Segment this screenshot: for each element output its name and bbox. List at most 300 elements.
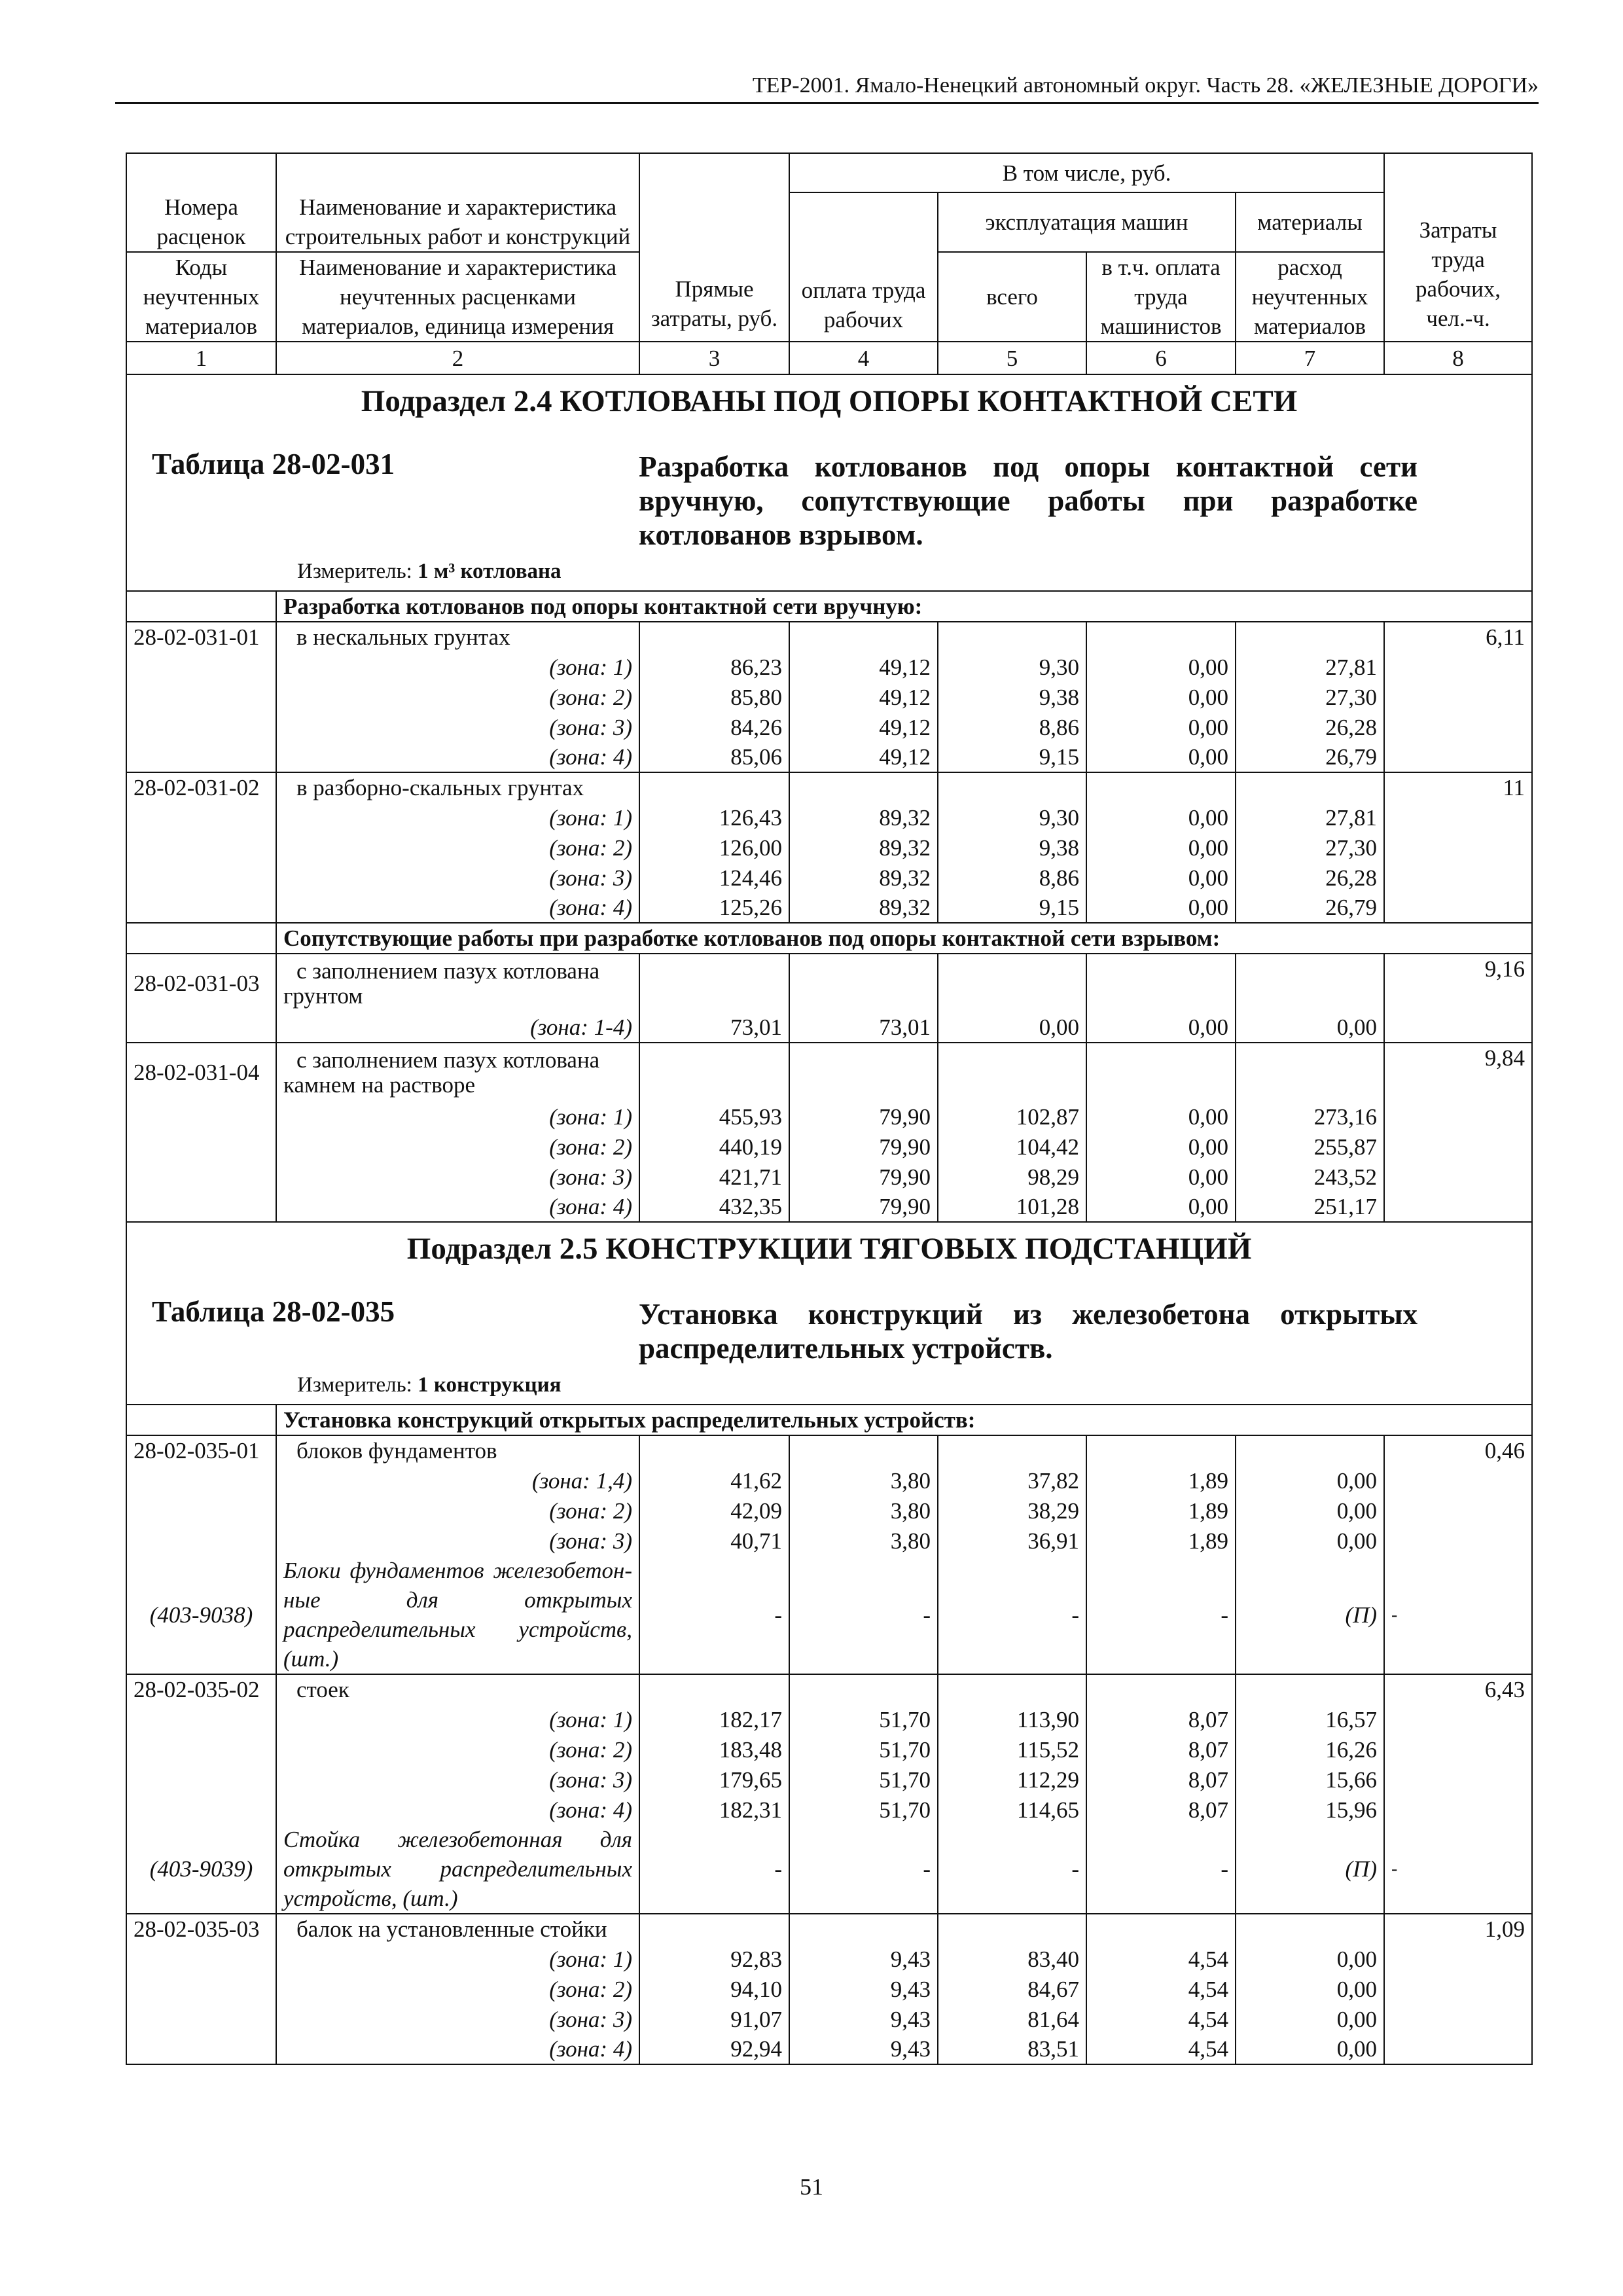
table-code: Таблица 28-02-035	[152, 1295, 395, 1328]
materials-cost: 26,79	[1236, 893, 1384, 923]
empty-cell	[1236, 1043, 1384, 1102]
subsection-2-4	[126, 374, 1532, 591]
code-spacer	[126, 1496, 276, 1526]
operator-pay: 0,00	[1086, 893, 1236, 923]
materials-cost: 15,96	[1236, 1795, 1384, 1825]
machine-cost: 9,15	[938, 742, 1086, 772]
code-spacer	[126, 742, 276, 772]
operator-pay: 1,89	[1086, 1526, 1236, 1556]
meter-value: 1 конструкция	[418, 1373, 562, 1397]
col1-header-bottom: Коды неучтенных материалов	[126, 252, 276, 342]
machine-cost: 9,15	[938, 893, 1086, 923]
machines-header: эксплуатация машин	[938, 192, 1236, 252]
labor-spacer	[1384, 1162, 1532, 1192]
empty-cell	[639, 954, 789, 1013]
worker-pay: 51,70	[789, 1704, 938, 1734]
machine-cost: 115,52	[938, 1734, 1086, 1765]
worker-pay: 89,32	[789, 893, 938, 923]
empty-cell	[639, 1674, 789, 1704]
operator-pay: 0,00	[1086, 1013, 1236, 1043]
col3-header: Прямые затраты, руб.	[639, 153, 789, 342]
labor-spacer	[1384, 712, 1532, 742]
labor-cost: 6,11	[1384, 622, 1532, 652]
code-spacer	[126, 893, 276, 923]
machine-cost: 9,38	[938, 833, 1086, 863]
table-row	[126, 1496, 1532, 1526]
machine-cost: 101,28	[938, 1192, 1086, 1222]
labor-spacer	[1384, 652, 1532, 682]
materials-cost: 16,57	[1236, 1704, 1384, 1734]
empty-cell	[789, 772, 938, 802]
zone-label: (зона: 4)	[276, 1192, 639, 1222]
labor-spacer	[1384, 2034, 1532, 2064]
header-title: ТЕР-2001. Ямало-Ненецкий автономный округ. Часть 28. «ЖЕЛЕЗНЫЕ ДОРОГИ»	[752, 73, 1539, 98]
table-row	[126, 1132, 1532, 1162]
labor-spacer	[1384, 1496, 1532, 1526]
materials-cost: 0,00	[1236, 1944, 1384, 1974]
operator-pay: 0,00	[1086, 1192, 1236, 1222]
worker-pay: 49,12	[789, 652, 938, 682]
machine-cost: 9,38	[938, 682, 1086, 712]
zone-label: (зона: 4)	[276, 742, 639, 772]
operator-pay: 0,00	[1086, 833, 1236, 863]
code-spacer	[126, 1734, 276, 1765]
code-spacer	[126, 1465, 276, 1496]
code-spacer	[126, 802, 276, 833]
empty-cell	[1086, 954, 1236, 1013]
rate-name: балок на установленные стойки	[276, 1914, 639, 1944]
zone-label: (зона: 1-4)	[276, 1013, 639, 1043]
materials-cost: 27,81	[1236, 802, 1384, 833]
empty-cell	[938, 772, 1086, 802]
dash: -	[1384, 1825, 1532, 1914]
rate-name: в нескальных грунтах	[276, 622, 639, 652]
empty-cell	[1086, 1914, 1236, 1944]
table-row	[126, 923, 1532, 954]
code-spacer	[126, 2034, 276, 2064]
page-number: 51	[800, 2174, 823, 2200]
materials-cost: 255,87	[1236, 1132, 1384, 1162]
empty-cell	[938, 1435, 1086, 1465]
table-row	[126, 2034, 1532, 2064]
materials-cost: 27,30	[1236, 682, 1384, 712]
zone-label: (зона: 3)	[276, 1526, 639, 1556]
worker-pay: 51,70	[789, 1734, 938, 1765]
col-number: 5	[938, 342, 1086, 374]
col-number: 1	[126, 342, 276, 374]
zone-label: (зона: 1)	[276, 1102, 639, 1132]
zone-label: (зона: 2)	[276, 682, 639, 712]
worker-pay: 9,43	[789, 2004, 938, 2034]
group-heading: Установка конструкций открытых распределительных устройств:	[276, 1405, 1532, 1435]
machine-cost: 112,29	[938, 1765, 1086, 1795]
labor-spacer	[1384, 1013, 1532, 1043]
code-spacer	[126, 1944, 276, 1974]
table-description: Установка конструкций из железобетона открытых распределительных устройств.	[639, 1298, 1418, 1365]
materials-cost: 15,66	[1236, 1765, 1384, 1795]
operator-pay: 0,00	[1086, 802, 1236, 833]
zone-label: (зона: 3)	[276, 712, 639, 742]
direct-cost: 182,17	[639, 1704, 789, 1734]
meter-value: 1 м³ котлована	[418, 560, 562, 583]
dash: -	[1384, 1556, 1532, 1674]
col5-header: всего	[938, 252, 1086, 342]
labor-spacer	[1384, 1526, 1532, 1556]
direct-cost: 92,83	[639, 1944, 789, 1974]
empty-cell	[1086, 1043, 1236, 1102]
meter-label: Измеритель:	[297, 560, 418, 583]
operator-pay: 0,00	[1086, 1102, 1236, 1132]
empty-cell	[1236, 1674, 1384, 1704]
material-qty: (П)	[1236, 1825, 1384, 1914]
table-row	[126, 1526, 1532, 1556]
operator-pay: 4,54	[1086, 2004, 1236, 2034]
table-row	[126, 1435, 1532, 1465]
col2-header-top: Наименование и характеристика строительных работ и конструкций	[276, 192, 639, 252]
table-row	[126, 833, 1532, 863]
included-header: В том числе, руб.	[789, 153, 1384, 192]
materials-cost: 0,00	[1236, 1526, 1384, 1556]
table-row	[126, 1944, 1532, 1974]
direct-cost: 126,00	[639, 833, 789, 863]
dash: -	[1086, 1556, 1236, 1674]
operator-pay: 0,00	[1086, 712, 1236, 742]
zone-label: (зона: 1)	[276, 1704, 639, 1734]
direct-cost: 183,48	[639, 1734, 789, 1765]
col-number: 7	[1236, 342, 1384, 374]
code-spacer	[126, 1405, 276, 1435]
machine-cost: 9,30	[938, 652, 1086, 682]
subsection-title: Подраздел 2.5 КОНСТРУКЦИИ ТЯГОВЫХ ПОДСТАНЦИЙ	[406, 1232, 1252, 1266]
code-spacer	[126, 1704, 276, 1734]
operator-pay: 0,00	[1086, 1132, 1236, 1162]
labor-spacer	[1384, 2004, 1532, 2034]
worker-pay: 89,32	[789, 833, 938, 863]
table-row	[126, 1795, 1532, 1825]
dash: -	[938, 1825, 1086, 1914]
machine-cost: 81,64	[938, 2004, 1086, 2034]
table-row	[126, 954, 1532, 1013]
material-code: (403-9039)	[126, 1825, 276, 1914]
empty-cell	[938, 954, 1086, 1013]
machine-cost: 8,86	[938, 863, 1086, 893]
col-number: 3	[639, 342, 789, 374]
machine-cost: 36,91	[938, 1526, 1086, 1556]
table-row	[126, 712, 1532, 742]
zone-label: (зона: 3)	[276, 2004, 639, 2034]
empty-cell	[1086, 1674, 1236, 1704]
code-spacer	[126, 1526, 276, 1556]
materials-cost: 0,00	[1236, 1974, 1384, 2004]
zone-label: (зона: 2)	[276, 833, 639, 863]
dash: -	[639, 1825, 789, 1914]
materials-cost: 26,28	[1236, 712, 1384, 742]
table-row	[126, 622, 1532, 652]
code-spacer	[126, 652, 276, 682]
direct-cost: 126,43	[639, 802, 789, 833]
direct-cost: 182,31	[639, 1795, 789, 1825]
col-number: 8	[1384, 342, 1532, 374]
worker-pay: 9,43	[789, 2034, 938, 2064]
empty-cell	[789, 1043, 938, 1102]
worker-pay: 79,90	[789, 1132, 938, 1162]
code-spacer	[126, 1795, 276, 1825]
direct-cost: 40,71	[639, 1526, 789, 1556]
materials-cost: 0,00	[1236, 2004, 1384, 2034]
rate-name: стоек	[276, 1674, 639, 1704]
materials-cost: 27,81	[1236, 652, 1384, 682]
code-spacer	[126, 1765, 276, 1795]
zone-label: (зона: 2)	[276, 1132, 639, 1162]
direct-cost: 125,26	[639, 893, 789, 923]
table-row	[126, 1825, 1532, 1914]
worker-pay: 3,80	[789, 1496, 938, 1526]
worker-pay: 3,80	[789, 1465, 938, 1496]
rate-code: 28-02-035-03	[126, 1914, 276, 1944]
direct-cost: 432,35	[639, 1192, 789, 1222]
table-row	[126, 1556, 1532, 1674]
measurement-unit	[134, 1371, 1525, 1404]
table-row	[126, 1465, 1532, 1496]
worker-pay: 9,43	[789, 1974, 938, 2004]
rate-name: с заполнением пазух котлована грунтом	[276, 954, 639, 1013]
operator-pay: 0,00	[1086, 863, 1236, 893]
direct-cost: 92,94	[639, 2034, 789, 2064]
operator-pay: 0,00	[1086, 742, 1236, 772]
zone-label: (зона: 4)	[276, 1795, 639, 1825]
zone-label: (зона: 1)	[276, 652, 639, 682]
worker-pay: 49,12	[789, 682, 938, 712]
zone-label: (зона: 2)	[276, 1974, 639, 2004]
rates-table	[126, 152, 1533, 2065]
labor-cost: 6,43	[1384, 1674, 1532, 1704]
labor-cost: 1,09	[1384, 1914, 1532, 1944]
zone-label: (зона: 1,4)	[276, 1465, 639, 1496]
table-row	[126, 1043, 1532, 1102]
page-header	[115, 71, 1539, 104]
operator-pay: 4,54	[1086, 2034, 1236, 2064]
materials-header: материалы	[1236, 192, 1384, 252]
operator-pay: 8,07	[1086, 1795, 1236, 1825]
empty-cell	[639, 772, 789, 802]
labor-cost: 0,46	[1384, 1435, 1532, 1465]
labor-spacer	[1384, 1704, 1532, 1734]
worker-pay: 3,80	[789, 1526, 938, 1556]
worker-pay: 79,90	[789, 1162, 938, 1192]
materials-cost: 26,79	[1236, 742, 1384, 772]
materials-cost: 243,52	[1236, 1162, 1384, 1192]
empty-cell	[789, 954, 938, 1013]
table-row	[126, 1102, 1532, 1132]
code-spacer	[126, 863, 276, 893]
code-spacer	[126, 1102, 276, 1132]
empty-cell	[639, 1043, 789, 1102]
labor-spacer	[1384, 1465, 1532, 1496]
empty-cell	[1236, 1914, 1384, 1944]
operator-pay: 8,07	[1086, 1704, 1236, 1734]
empty-cell	[789, 1914, 938, 1944]
worker-pay: 51,70	[789, 1765, 938, 1795]
labor-spacer	[1384, 1974, 1532, 2004]
machine-cost: 102,87	[938, 1102, 1086, 1132]
machine-cost: 84,67	[938, 1974, 1086, 2004]
zone-label: (зона: 3)	[276, 863, 639, 893]
empty-cell	[1236, 954, 1384, 1013]
rate-code: 28-02-031-04	[126, 1043, 276, 1102]
machine-cost: 38,29	[938, 1496, 1086, 1526]
table-row	[126, 1974, 1532, 2004]
code-spacer	[126, 712, 276, 742]
machine-cost: 37,82	[938, 1465, 1086, 1496]
empty-cell	[938, 1914, 1086, 1944]
col2-header-bottom: Наименование и характеристика неучтенных расценками материалов, единица измерения	[276, 252, 639, 342]
machine-cost: 9,30	[938, 802, 1086, 833]
empty-cell	[1236, 1435, 1384, 1465]
labor-cost: 9,84	[1384, 1043, 1532, 1102]
col7-header: расход неучтенных материалов	[1236, 252, 1384, 342]
zone-label: (зона: 4)	[276, 2034, 639, 2064]
empty-cell	[938, 622, 1086, 652]
materials-cost: 27,30	[1236, 833, 1384, 863]
materials-cost: 16,26	[1236, 1734, 1384, 1765]
code-spacer	[126, 682, 276, 712]
subsection-title: Подраздел 2.4 КОТЛОВАНЫ ПОД ОПОРЫ КОНТАКТНОЙ СЕТИ	[361, 384, 1298, 418]
rate-name: в разборно-скальных грунтах	[276, 772, 639, 802]
zone-label: (зона: 3)	[276, 1162, 639, 1192]
material-qty: (П)	[1236, 1556, 1384, 1674]
table-row	[126, 2004, 1532, 2034]
rate-name: с заполнением пазух котлована камнем на растворе	[276, 1043, 639, 1102]
rate-code: 28-02-031-02	[126, 772, 276, 802]
col6-header: в т.ч. оплата труда машинистов	[1086, 252, 1236, 342]
worker-pay: 89,32	[789, 802, 938, 833]
table-row	[126, 772, 1532, 802]
empty-cell	[1086, 1435, 1236, 1465]
zone-label: (зона: 2)	[276, 1734, 639, 1765]
labor-spacer	[1384, 1765, 1532, 1795]
labor-spacer	[1384, 682, 1532, 712]
rate-code: 28-02-035-02	[126, 1674, 276, 1704]
table-row	[126, 682, 1532, 712]
direct-cost: 421,71	[639, 1162, 789, 1192]
labor-spacer	[1384, 863, 1532, 893]
table-row	[126, 1405, 1532, 1435]
operator-pay: 4,54	[1086, 1974, 1236, 2004]
col4-header: оплата труда рабочих	[789, 192, 938, 342]
material-code: (403-9038)	[126, 1556, 276, 1674]
table-row	[126, 1222, 1532, 1405]
table-code: Таблица 28-02-031	[152, 448, 395, 480]
direct-cost: 73,01	[639, 1013, 789, 1043]
zone-label: (зона: 1)	[276, 1944, 639, 1974]
code-spacer	[126, 1974, 276, 2004]
labor-spacer	[1384, 893, 1532, 923]
machine-cost: 104,42	[938, 1132, 1086, 1162]
table-description: Разработка котлованов под опоры контактной сети вручную, сопутствующие работы при разработке котлованов взрывом.	[639, 450, 1418, 551]
col8-header: Затраты труда рабочих, чел.-ч.	[1384, 153, 1532, 342]
direct-cost: 42,09	[639, 1496, 789, 1526]
materials-cost: 251,17	[1236, 1192, 1384, 1222]
materials-cost: 0,00	[1236, 1013, 1384, 1043]
table-row	[126, 1674, 1532, 1704]
direct-cost: 179,65	[639, 1765, 789, 1795]
operator-pay: 4,54	[1086, 1944, 1236, 1974]
direct-cost: 85,80	[639, 682, 789, 712]
materials-cost: 0,00	[1236, 1496, 1384, 1526]
table-row	[126, 863, 1532, 893]
empty-cell	[1086, 622, 1236, 652]
table-row	[126, 1162, 1532, 1192]
material-name: Блоки фундаментов железобетонные для открытых распределительных устройств, (шт.)	[276, 1556, 639, 1674]
table-row	[126, 893, 1532, 923]
direct-cost: 84,26	[639, 712, 789, 742]
table-row	[126, 1013, 1532, 1043]
measurement-unit	[134, 557, 1525, 590]
labor-cost: 9,16	[1384, 954, 1532, 1013]
group-heading: Разработка котлованов под опоры контактной сети вручную:	[276, 591, 1532, 622]
zone-label: (зона: 4)	[276, 893, 639, 923]
rate-code: 28-02-035-01	[126, 1435, 276, 1465]
col-number: 2	[276, 342, 639, 374]
worker-pay: 79,90	[789, 1192, 938, 1222]
direct-cost: 91,07	[639, 2004, 789, 2034]
labor-spacer	[1384, 1102, 1532, 1132]
col-number: 6	[1086, 342, 1236, 374]
code-spacer	[126, 2004, 276, 2034]
machine-cost: 8,86	[938, 712, 1086, 742]
col-number: 4	[789, 342, 938, 374]
direct-cost: 85,06	[639, 742, 789, 772]
operator-pay: 1,89	[1086, 1465, 1236, 1496]
dash: -	[938, 1556, 1086, 1674]
table-row	[126, 742, 1532, 772]
operator-pay: 0,00	[1086, 682, 1236, 712]
code-spacer	[126, 1192, 276, 1222]
materials-cost: 0,00	[1236, 2034, 1384, 2064]
empty-cell	[639, 1914, 789, 1944]
table-row	[126, 1192, 1532, 1222]
worker-pay: 89,32	[789, 863, 938, 893]
zone-label: (зона: 1)	[276, 802, 639, 833]
machine-cost: 83,40	[938, 1944, 1086, 1974]
labor-spacer	[1384, 833, 1532, 863]
subsection-2-5	[126, 1222, 1532, 1405]
worker-pay: 49,12	[789, 712, 938, 742]
table-row	[126, 1914, 1532, 1944]
machine-cost: 83,51	[938, 2034, 1086, 2064]
materials-cost: 26,28	[1236, 863, 1384, 893]
operator-pay: 0,00	[1086, 1162, 1236, 1192]
col2-header-spacer	[276, 153, 639, 192]
empty-cell	[1236, 772, 1384, 802]
materials-cost: 0,00	[1236, 1465, 1384, 1496]
empty-cell	[1236, 622, 1384, 652]
labor-spacer	[1384, 1795, 1532, 1825]
col1-header-top: Номера расценок	[126, 192, 276, 252]
worker-pay: 73,01	[789, 1013, 938, 1043]
zone-label: (зона: 2)	[276, 1496, 639, 1526]
operator-pay: 0,00	[1086, 652, 1236, 682]
dash: -	[789, 1556, 938, 1674]
table-row	[126, 1704, 1532, 1734]
labor-spacer	[1384, 1132, 1532, 1162]
direct-cost: 86,23	[639, 652, 789, 682]
labor-spacer	[1384, 802, 1532, 833]
empty-cell	[789, 622, 938, 652]
machine-cost: 114,65	[938, 1795, 1086, 1825]
direct-cost: 124,46	[639, 863, 789, 893]
dash: -	[789, 1825, 938, 1914]
